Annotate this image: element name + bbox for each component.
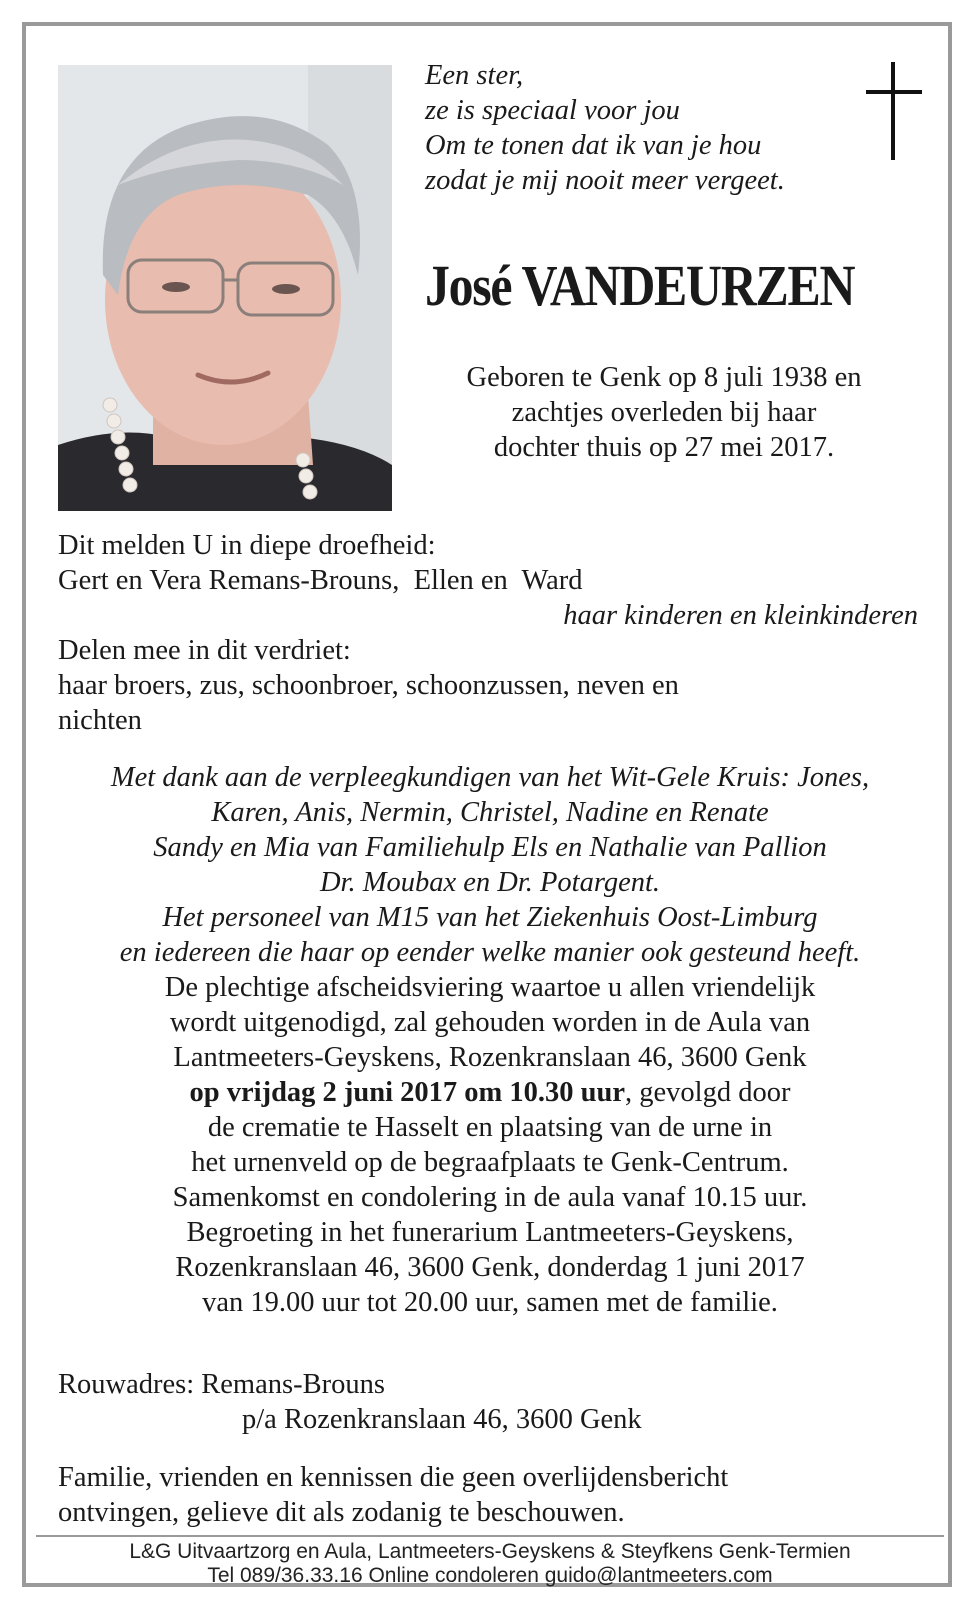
footer-company: L&G Uitvaartzorg en Aula, Lantmeeters-Geyskens & Steyfkens Genk-Termien	[129, 1540, 851, 1563]
thanks-line: en iedereen die haar op eender welke manier ook gesteund heeft.	[119, 937, 861, 968]
ceremony-line: van 19.00 uur tot 20.00 uur, samen met de familie.	[202, 1287, 778, 1318]
birth-death-text	[414, 360, 914, 465]
thanks-line: Sandy en Mia van Familiehulp Els en Nathalie van Pallion	[153, 832, 827, 863]
birth-death-line: zachtjes overleden bij haar	[511, 397, 817, 428]
footer-divider	[36, 1535, 944, 1537]
ceremony-line: De plechtige afscheidsviering waartoe u allen vriendelijk	[164, 972, 816, 1003]
announce-family-role: haar kinderen en kleinkinderen	[563, 600, 918, 631]
poem-line: Om te tonen dat ik van je hou	[425, 130, 762, 161]
thanks-line: Karen, Anis, Nermin, Christel, Nadine en Renate	[211, 797, 769, 828]
ceremony-text	[40, 970, 940, 1320]
cross-icon	[866, 62, 922, 160]
address-line: p/a Rozenkranslaan 46, 3600 Genk	[242, 1404, 642, 1435]
poem-line: Een ster,	[425, 60, 524, 91]
ceremony-line: wordt uitgenodigd, zal gehouden worden in de Aula van	[169, 1007, 811, 1038]
ceremony-line: het urnenveld op de begraafplaats te Genk-Centrum.	[191, 1147, 789, 1178]
birth-death-line: dochter thuis op 27 mei 2017.	[493, 432, 835, 463]
poem	[425, 58, 785, 198]
ceremony-line: Rozenkranslaan 46, 3600 Genk, donderdag 1 juni 2017	[175, 1252, 805, 1283]
thanks-line: Het personeel van M15 van het Ziekenhuis Oost-Limburg	[162, 902, 818, 933]
birth-death-line: Geboren te Genk op 8 juli 1938 en	[466, 362, 862, 393]
poem-line: ze is speciaal voor jou	[425, 95, 680, 126]
poem-line: zodat je mij nooit meer vergeet.	[425, 165, 785, 196]
share-intro: Delen mee in dit verdriet:	[58, 635, 351, 666]
thanks-line: Dr. Moubax en Dr. Potargent.	[319, 867, 661, 898]
portrait-photo	[58, 65, 392, 511]
deceased-name: José VANDEURZEN	[425, 253, 855, 318]
ceremony-line	[40, 1075, 940, 1110]
ceremony-line-rest: , gevolgd door	[625, 1077, 791, 1108]
ceremony-line: Samenkomst en condolering in de aula vanaf 10.15 uur.	[172, 1182, 808, 1213]
ceremony-line: Begroeting in het funerarium Lantmeeters-Geyskens,	[186, 1217, 794, 1248]
thanks-text	[40, 760, 940, 970]
closing-line: ontvingen, gelieve dit als zodanig te beschouwen.	[58, 1497, 625, 1528]
share-line: nichten	[58, 705, 142, 736]
footer-contact: Tel 089/36.33.16 Online condoleren guido@lantmeeters.com	[207, 1564, 773, 1587]
closing-line: Familie, vrienden en kennissen die geen overlijdensbericht	[58, 1462, 729, 1493]
announce-family: Gert en Vera Remans-Brouns, Ellen en Ward	[58, 565, 583, 596]
thanks-line: Met dank aan de verpleegkundigen van het Wit-Gele Kruis: Jones,	[110, 762, 870, 793]
share-line: haar broers, zus, schoonbroer, schoonzussen, neven en	[58, 670, 679, 701]
ceremony-line: Lantmeeters-Geyskens, Rozenkranslaan 46, 3600 Genk	[173, 1042, 807, 1073]
address-label: Rouwadres: Remans-Brouns	[58, 1369, 385, 1400]
ceremony-line: de crematie te Hasselt en plaatsing van de urne in	[207, 1112, 773, 1143]
ceremony-date: op vrijdag 2 juni 2017 om 10.30 uur	[189, 1077, 626, 1108]
announce-intro: Dit melden U in diepe droefheid:	[58, 530, 436, 561]
